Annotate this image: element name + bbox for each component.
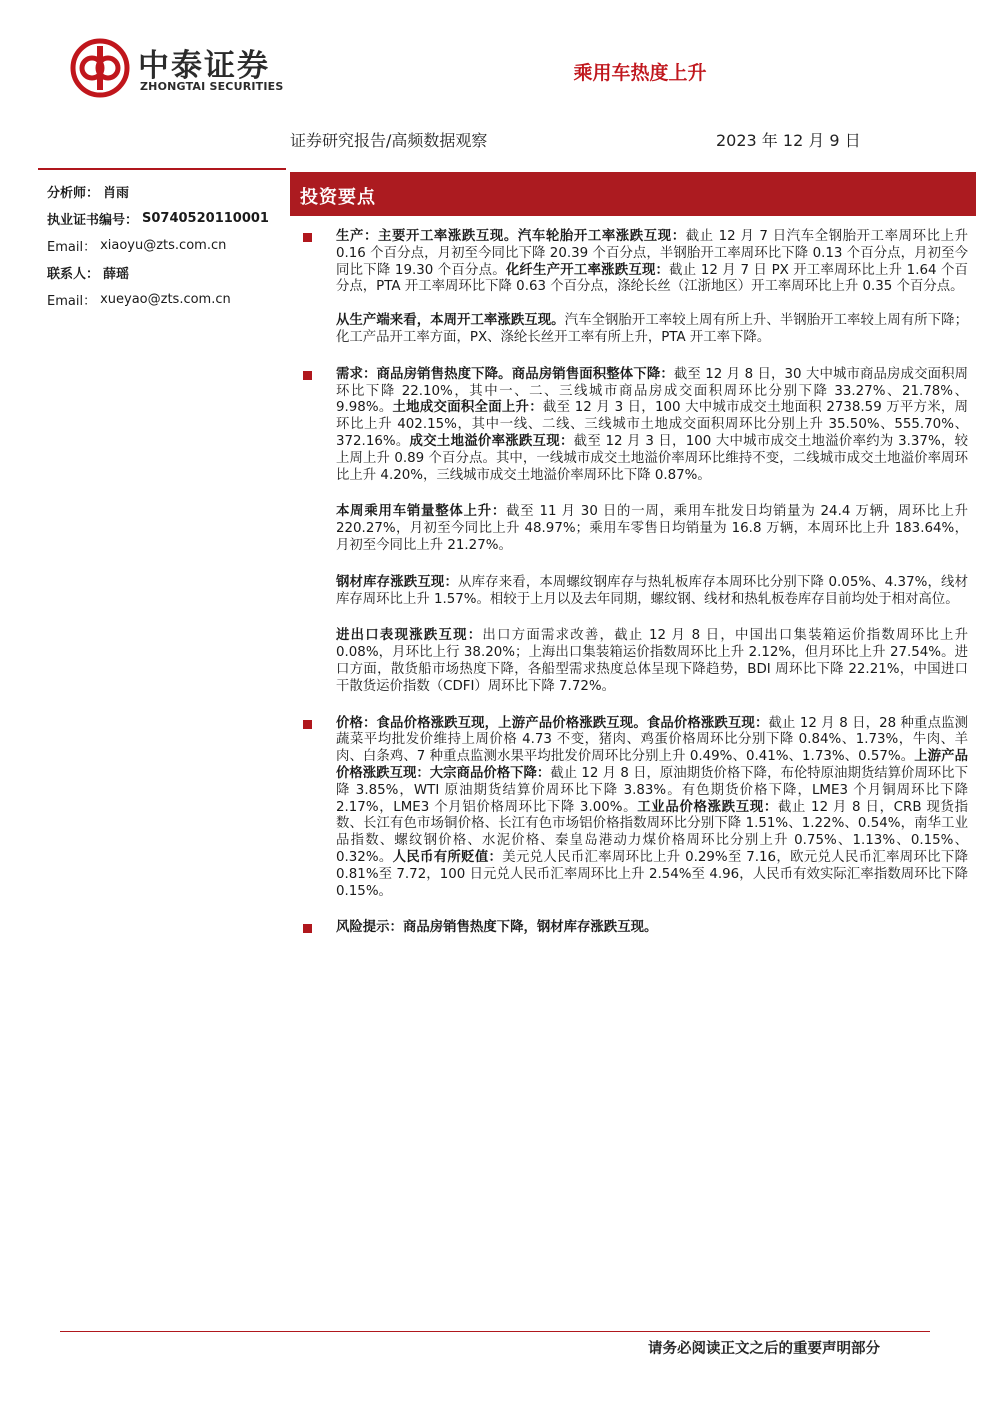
rmb-heading: 人民币有所贬值： (392, 849, 503, 865)
contact-row (47, 259, 287, 285)
contact-label: 联系人： (47, 266, 100, 282)
key-points-header (290, 172, 976, 216)
steel-paragraph (300, 575, 968, 609)
prices-heading: 价格：食品价格涨跌互现，上游产品价格涨跌互现。食品价格涨跌互现： (336, 715, 769, 731)
key-points-title: 投资要点 (300, 187, 376, 208)
email-label: Email： (47, 239, 97, 255)
prices-paragraph (300, 716, 968, 901)
bullet-icon (303, 233, 312, 242)
report-date: 2023 年 12 月 9 日 (716, 131, 861, 150)
commodity-text: 截止 12 月 8 日，原油期货价格下降，布伦特原油期货结算价周环比下降 3.85%，WTI 原油期货结算价周环比下降 3.83%。有色期货价格下降，LME3 个月铜周环比下降 2.17%，LME3 个月铝价格周环比下降 3.00%。 (336, 765, 968, 815)
disclaimer-note: 请务必阅读正文之后的重要声明部分 (648, 1341, 880, 1357)
contact-email[interactable]: xueyao@zts.com.cn (100, 291, 231, 307)
report-title: 乘用车热度上升 (573, 62, 707, 84)
email-label: Email： (47, 293, 97, 309)
rmb-text: 美元兑人民币汇率周环比上升 0.29%至 7.16，欧元兑人民币汇率周环比下降 0.81%至 7.72，100 日元兑人民币汇率周环比上升 2.54%至 4.96，人民币有效实际汇率指数周环比下降 0.15%。 (336, 849, 968, 899)
production-summary-paragraph (300, 313, 968, 347)
sidebar-divider (38, 168, 286, 170)
trade-text: 出口方面需求改善，截止 12 月 8 日，中国出口集装箱运价指数周环比上升 0.08%，月环比上行 38.20%；上海出口集装箱运价指数周环比上升 2.12%，但月环比上升 27.54%。进口方面，散货船市场热度下降，各船型需求热度总体呈现下降趋势，BDI 周环比下降 22.21%，中国进口干散货运价指数（CDFI）周环比下降 7.72%。 (336, 628, 968, 694)
contact-name: 薛瑶 (103, 266, 130, 282)
fiber-text: 截止 12 月 7 日 PX 开工率周环比上升 1.64 个百分点，PTA 开工率周环比下降 0.63 个百分点，涤纶长丝（江浙地区）开工率周环比上升 0.35 个百分点。 (336, 262, 968, 295)
production-summary-heading: 从生产端来看，本周开工率涨跌互现。 (336, 313, 565, 329)
land-text: 截至 12 月 3 日，100 大中城市成交土地面积 2738.59 万平方米，周环比上升 402.15%，其中一线、二线、三线城市土地成交面积周环比分别上升 35.50%、555.70%、372.16%。 (336, 400, 968, 449)
demand-paragraph (300, 367, 968, 485)
bullet-icon (303, 371, 312, 380)
land-premium-text: 截至 12 月 3 日，100 大中城市成交土地溢价率约为 3.37%，较上周上升 0.89 个百分点。其中，一线城市成交土地溢价率周环比维持不变，二线城市成交土地溢价率周环比上升 4.20%，三线城市成交土地溢价率周环比下降 0.87%。 (336, 433, 969, 483)
analyst-row (47, 178, 287, 204)
trade-paragraph (300, 628, 968, 695)
risk-paragraph (300, 920, 968, 937)
cert-row (47, 205, 287, 231)
report-type: 证券研究报告/高频数据观察 (290, 131, 488, 150)
trade-heading: 进出口表现涨跌互现： (336, 628, 483, 644)
cars-text: 截至 11 月 30 日的一周，乘用车批发日均销量为 24.4 万辆，周环比上升 220.27%，月初至今同比上升 48.97%；乘用车零售日均销量为 16.8 万辆，本周环比上升 183.64%，月初至今同比上升 21.27%。 (336, 504, 969, 553)
demand-text: 截至 12 月 8 日，30 大中城市商品房成交面积周环比下降 22.10%，其中一、二、三线城市商品房成交面积周环比分别下降 33.27%、21.78%、9.98%。 (336, 366, 968, 416)
industrial-heading: 工业品价格涨跌互现： (637, 799, 778, 815)
fiber-heading: 化纤生产开工率涨跌互现： (505, 262, 670, 278)
production-heading: 生产：主要开工率涨跌互现。汽车轮胎开工率涨跌互现： (336, 229, 686, 244)
food-prices-text: 截止 12 月 8 日，28 种重点监测蔬菜平均批发价维持上周价格 4.73 不变，猪肉、鸡蛋价格周环比分别下降 0.84%、1.73%，牛肉、羊肉、白条鸡、7 种重点监测水果平均批发价周环比分别上升 0.49%、0.41%、1.73%、0.57%。 (336, 715, 968, 765)
cars-paragraph (300, 504, 968, 554)
analyst-email[interactable]: xiaoyu@zts.com.cn (100, 237, 227, 253)
footer-divider (60, 1331, 930, 1332)
key-points-body (300, 229, 968, 954)
email-row (47, 232, 287, 258)
production-summary-text: 汽车全钢胎开工率较上周有所上升、半钢胎开工率较上周有所下降；化工产品开工率方面，PX、涤纶长丝开工率有所上升，PTA 开工率下降。 (336, 313, 969, 345)
risk-text: 风险提示：商品房销售热度下降，钢材库存涨跌互现。 (336, 920, 658, 936)
industrial-text: 截止 12 月 8 日，CRB 现货指数、长江有色市场铜价格、长江有色市场铝价格指数周环比分别下降 1.51%、1.22%、0.54%，南华工业品指数、螺纹钢价格、水泥价格、秦皇岛港动力煤价格周环比分别上升 0.75%、1.13%、0.15%、0.32%。 (336, 799, 968, 865)
commodity-heading: 上游产品价格涨跌互现：大宗商品价格下降： (336, 749, 969, 781)
bullet-icon (303, 924, 312, 933)
land-heading: 土地成交面积全面上升： (392, 400, 543, 416)
cars-heading: 本周乘用车销量整体上升： (336, 504, 507, 520)
production-text: 截止 12 月 7 日汽车全钢胎开工率周环比上升 0.16 个百分点，月初至今同比下降 20.39 个百分点，半钢胎开工率周环比下降 0.13 个百分点，月初至今同比下降 19.30 个百分点。 (336, 229, 968, 278)
zhongtai-logo-icon (70, 38, 130, 98)
brand-name-en: ZHONGTAI SECURITIES (140, 80, 284, 93)
brand-name-cn: 中泰证券 (138, 48, 270, 84)
analyst-info (47, 178, 287, 313)
demand-heading: 需求：商品房销售热度下降。商品房销售面积整体下降： (336, 366, 674, 382)
cert-number: S0740520110001 (142, 210, 269, 226)
analyst-label: 分析师： (47, 185, 100, 201)
steel-text: 从库存来看，本周螺纹钢库存与热轧板库存本周环比分别下降 0.05%、4.37%，线材库存周环比上升 1.57%。相较于上月以及去年同期，螺纹钢、线材和热轧板卷库存目前均处于相对高位。 (336, 574, 968, 607)
production-paragraph (300, 229, 968, 296)
brand-logo (70, 38, 310, 100)
analyst-name: 肖雨 (103, 185, 130, 201)
steel-heading: 钢材库存涨跌互现： (336, 574, 459, 590)
email-row (47, 286, 287, 312)
bullet-icon (303, 720, 312, 729)
cert-label: 执业证书编号： (47, 212, 139, 228)
land-premium-heading: 成交土地溢价率涨跌互现： (409, 433, 574, 449)
